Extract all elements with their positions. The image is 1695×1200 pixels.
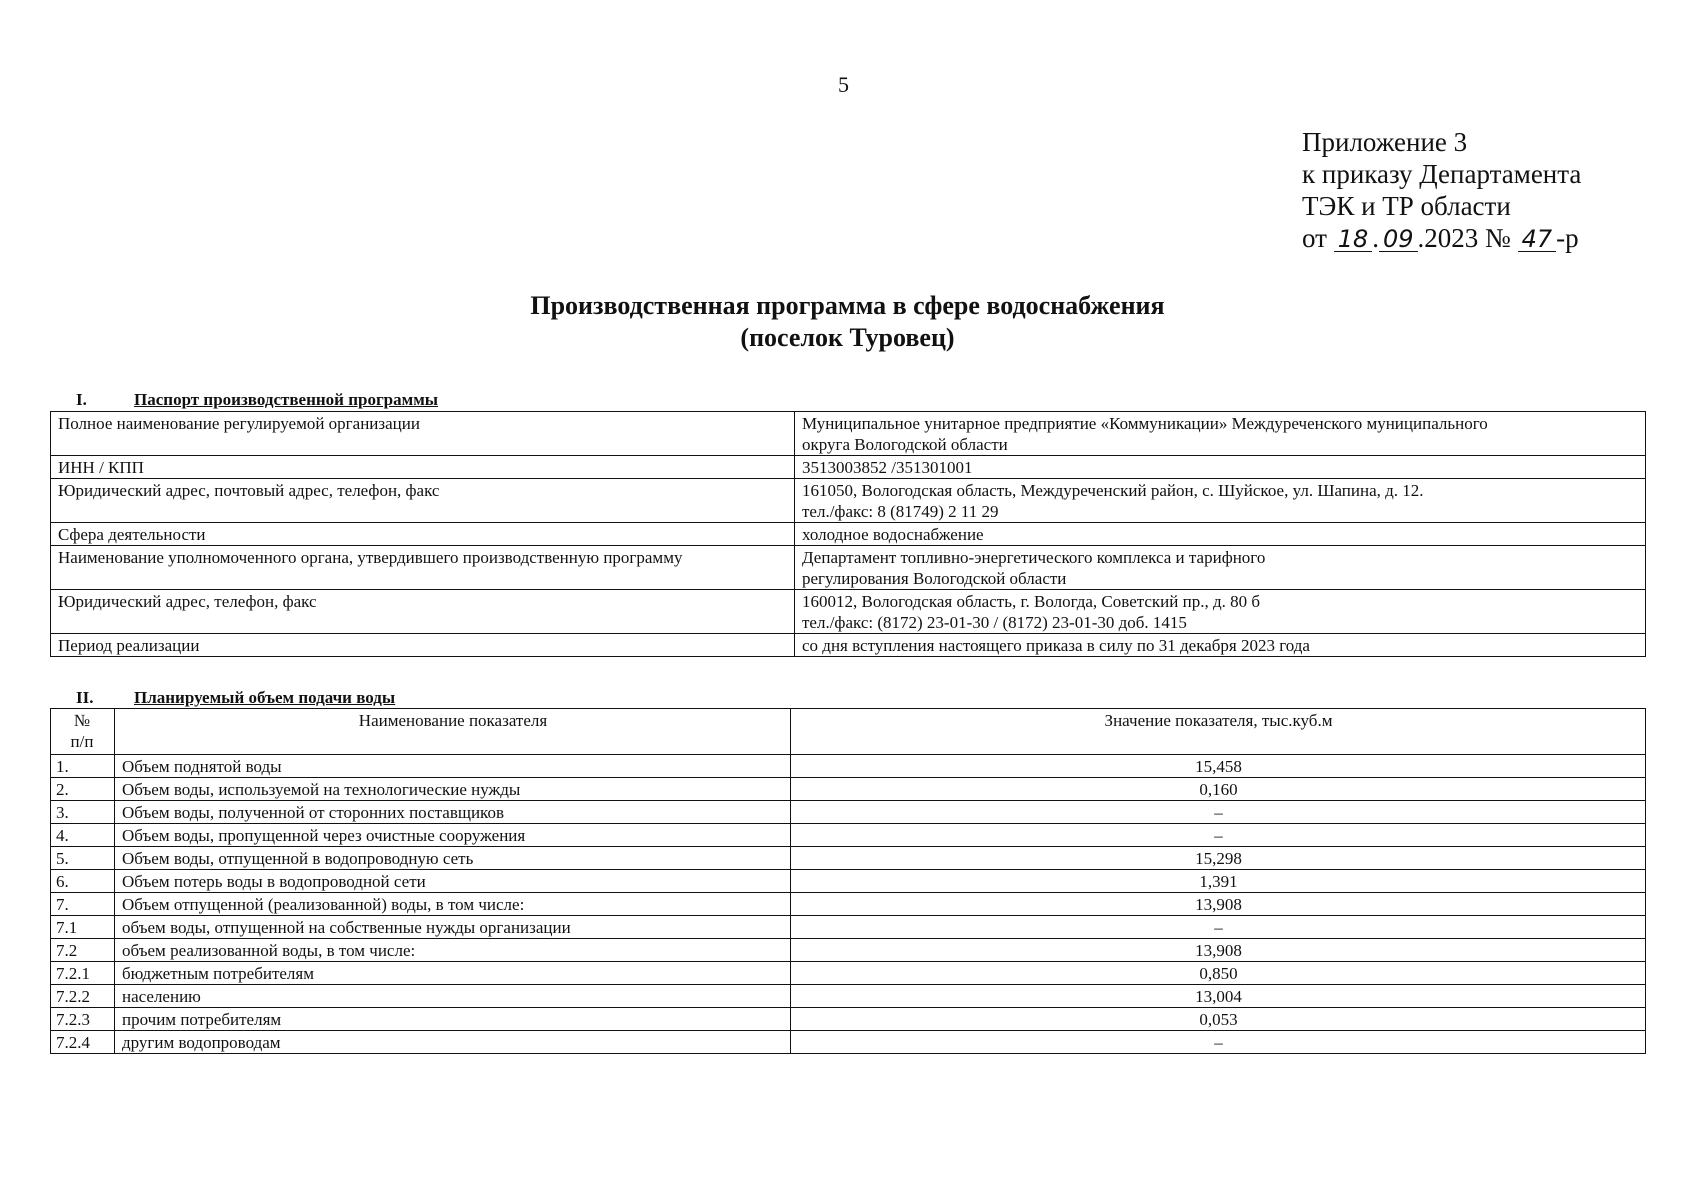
row-number: 7.2.3	[51, 1008, 115, 1031]
row-value: –	[791, 1031, 1646, 1054]
row-value: –	[791, 824, 1646, 847]
header-number	[51, 709, 115, 755]
passport-row	[51, 546, 1646, 590]
row-value: 1,391	[791, 870, 1646, 893]
row-number: 7.1	[51, 916, 115, 939]
row-name: прочим потребителям	[115, 1008, 791, 1031]
passport-value-line-1: холодное водоснабжение	[802, 525, 984, 544]
appendix-line-3: ТЭК и ТР области	[1302, 191, 1511, 221]
table-row	[51, 847, 1646, 870]
table-row	[51, 939, 1646, 962]
row-value: 13,908	[791, 893, 1646, 916]
row-number: 7.2.1	[51, 962, 115, 985]
handwritten-month: 09	[1379, 227, 1418, 252]
handwritten-day: 18	[1334, 227, 1373, 252]
table-row	[51, 893, 1646, 916]
row-number: 4.	[51, 824, 115, 847]
header-number-line-1: №	[73, 711, 91, 730]
row-name: Объем потерь воды в водопроводной сети	[115, 870, 791, 893]
passport-value-line-2: тел./факс: 8 (81749) 2 11 29	[802, 502, 999, 521]
water-supply-table	[50, 708, 1646, 1054]
row-value: 13,004	[791, 985, 1646, 1008]
passport-label: Полное наименование регулируемой организации	[51, 412, 795, 456]
row-name: бюджетным потребителям	[115, 962, 791, 985]
passport-label: Наименование уполномоченного органа, утвердившего производственную программу	[51, 546, 795, 590]
row-number: 3.	[51, 801, 115, 824]
table-row	[51, 870, 1646, 893]
row-number: 7.2.4	[51, 1031, 115, 1054]
row-name: другим водопроводам	[115, 1031, 791, 1054]
passport-value-line-1: со дня вступления настоящего приказа в силу по 31 декабря 2023 года	[802, 636, 1310, 655]
page-number: 5	[838, 72, 849, 97]
table-row	[51, 916, 1646, 939]
row-name: Объем отпущенной (реализованной) воды, в том числе:	[115, 893, 791, 916]
row-number: 6.	[51, 870, 115, 893]
section-1-title: Паспорт производственной программы	[134, 390, 439, 409]
passport-value-line-2: регулирования Вологодской области	[802, 569, 1067, 588]
date-prefix: от	[1302, 223, 1327, 253]
document-title	[0, 290, 1695, 354]
header-value: Значение показателя, тыс.куб.м	[791, 709, 1646, 755]
section-2-number: II.	[76, 688, 94, 707]
row-number: 7.2.2	[51, 985, 115, 1008]
passport-row	[51, 412, 1646, 456]
table-row	[51, 1031, 1646, 1054]
row-value: –	[791, 916, 1646, 939]
passport-row	[51, 590, 1646, 634]
row-name: Объем воды, полученной от сторонних поставщиков	[115, 801, 791, 824]
passport-label: Юридический адрес, телефон, факс	[51, 590, 795, 634]
row-value: 0,850	[791, 962, 1646, 985]
header-number-line-2: п/п	[70, 732, 94, 751]
passport-value	[795, 590, 1646, 634]
passport-label: Юридический адрес, почтовый адрес, телефон, факс	[51, 479, 795, 523]
row-number: 7.	[51, 893, 115, 916]
row-value: –	[791, 801, 1646, 824]
row-value: 13,908	[791, 939, 1646, 962]
row-number: 7.2	[51, 939, 115, 962]
row-name: населению	[115, 985, 791, 1008]
table-header-row	[51, 709, 1646, 755]
passport-value	[795, 412, 1646, 456]
passport-value	[795, 546, 1646, 590]
passport-value-line-2: округа Вологодской области	[802, 435, 1008, 454]
handwritten-order-number: 47	[1518, 227, 1557, 252]
table-row	[51, 801, 1646, 824]
passport-value-line-1: Муниципальное унитарное предприятие «Коммуникации» Междуреченского муниципального	[802, 414, 1488, 433]
passport-label: Сфера деятельности	[51, 523, 795, 546]
title-line-2: (поселок Туровец)	[740, 323, 955, 352]
row-name: Объем воды, отпущенной в водопроводную сеть	[115, 847, 791, 870]
appendix-line-2: к приказу Департамента	[1302, 159, 1582, 189]
row-value: 15,458	[791, 755, 1646, 778]
row-number: 1.	[51, 755, 115, 778]
row-name: Объем воды, пропущенной через очистные сооружения	[115, 824, 791, 847]
section-1-heading	[70, 390, 438, 410]
section-2-title: Планируемый объем подачи воды	[134, 688, 396, 707]
passport-value-line-1: 161050, Вологодская область, Междуреченский район, с. Шуйское, ул. Шапина, д. 12.	[802, 481, 1424, 500]
passport-row	[51, 479, 1646, 523]
row-number: 5.	[51, 847, 115, 870]
passport-value-line-2: тел./факс: (8172) 23-01-30 / (8172) 23-01-30 доб. 1415	[802, 613, 1187, 632]
passport-value-line-1: Департамент топливно-энергетического комплекса и тарифного	[802, 548, 1266, 567]
passport-row	[51, 634, 1646, 657]
appendix-date-line: от 18 . 09 .2023 № 47 -р	[1302, 223, 1579, 253]
passport-value	[795, 634, 1646, 657]
section-1-number: I.	[76, 390, 87, 409]
passport-value-line-1: 160012, Вологодская область, г. Вологда, Советский пр., д. 80 б	[802, 592, 1261, 611]
row-value: 0,160	[791, 778, 1646, 801]
row-value: 15,298	[791, 847, 1646, 870]
passport-value	[795, 523, 1646, 546]
table-row	[51, 755, 1646, 778]
passport-row	[51, 456, 1646, 479]
row-value: 0,053	[791, 1008, 1646, 1031]
passport-label: ИНН / КПП	[51, 456, 795, 479]
year-and-no: .2023 №	[1417, 223, 1511, 253]
passport-table	[50, 411, 1646, 657]
table-row	[51, 962, 1646, 985]
passport-label: Период реализации	[51, 634, 795, 657]
passport-row	[51, 523, 1646, 546]
passport-value-line-1: 3513003852 /351301001	[802, 458, 973, 477]
section-2-heading	[70, 688, 395, 708]
row-number: 2.	[51, 778, 115, 801]
row-name: объем воды, отпущенной на собственные нужды организации	[115, 916, 791, 939]
title-line-1: Производственная программа в сфере водоснабжения	[530, 291, 1165, 320]
header-name: Наименование показателя	[115, 709, 791, 755]
appendix-block	[1302, 126, 1581, 254]
table-row	[51, 1008, 1646, 1031]
order-suffix: -р	[1556, 223, 1579, 253]
row-name: Объем поднятой воды	[115, 755, 791, 778]
row-name: объем реализованной воды, в том числе:	[115, 939, 791, 962]
table-row	[51, 824, 1646, 847]
row-name: Объем воды, используемой на технологические нужды	[115, 778, 791, 801]
passport-value	[795, 456, 1646, 479]
table-row	[51, 778, 1646, 801]
passport-value	[795, 479, 1646, 523]
table-row	[51, 985, 1646, 1008]
appendix-line-1: Приложение 3	[1302, 127, 1468, 157]
